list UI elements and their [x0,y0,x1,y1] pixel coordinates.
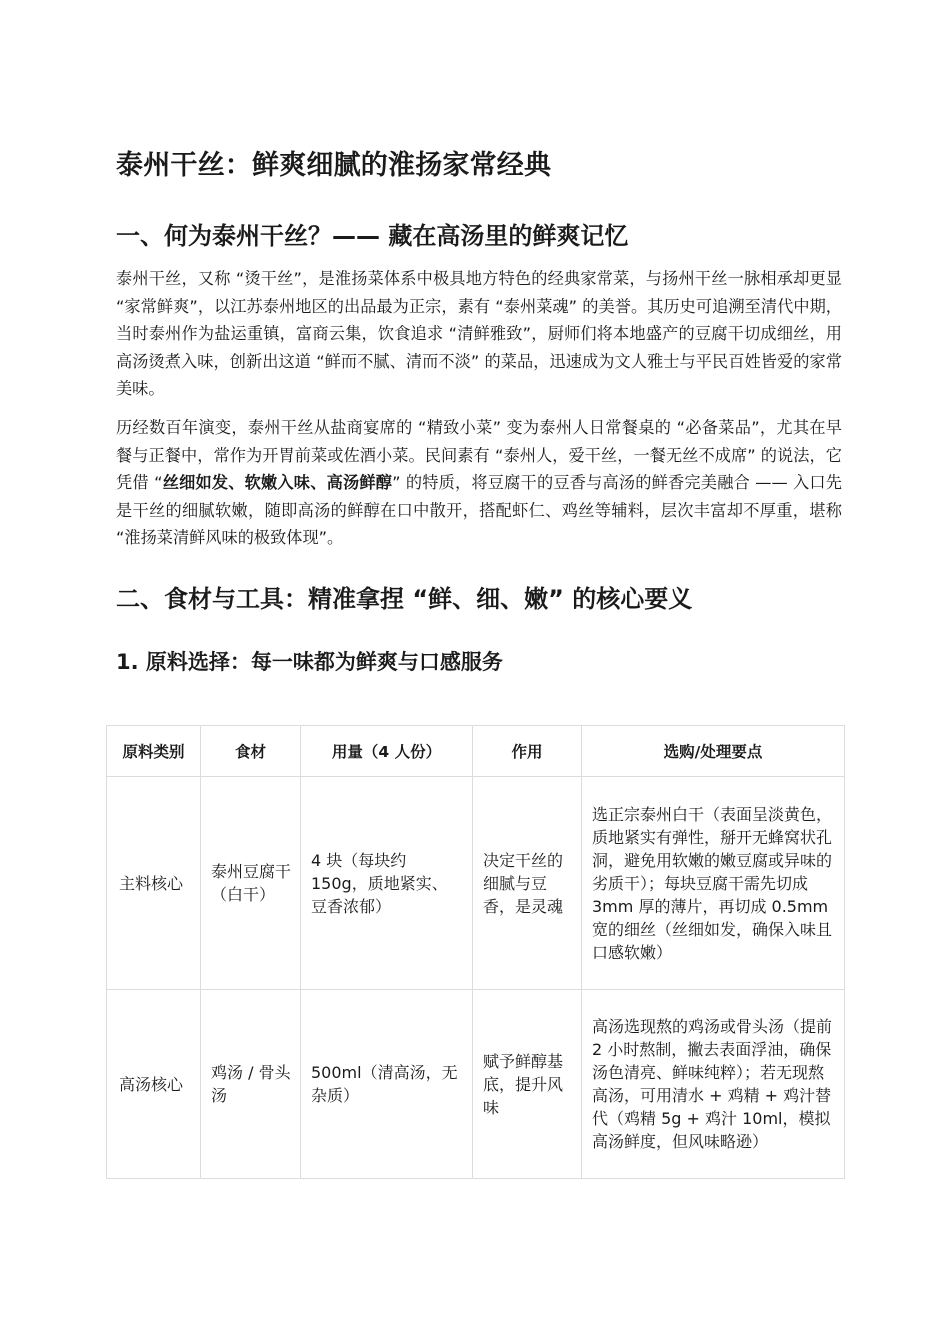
table-row [107,990,845,1179]
cell-role: 赋予鲜醇基底，提升风味 [473,990,582,1179]
cell-amount: 4 块（每块约 150g，质地紧实、豆香浓郁） [301,777,473,990]
subsection-heading-materials: 1. 原料选择：每一味都为鲜爽与口感服务 [116,650,503,674]
cell-ingredient: 鸡汤 / 骨头汤 [201,990,301,1179]
section-heading-ingredients: 二、食材与工具：精准拿捏 “鲜、细、嫩” 的核心要义 [116,585,693,613]
history-text-bold: 丝细如发、软嫩入味、高汤鲜醇 [162,473,393,493]
table-row [107,777,845,990]
section-heading-what-is: 一、何为泰州干丝？—— 藏在高汤里的鲜爽记忆 [116,222,629,250]
history-text-before: 历经数百年演变，泰州干丝从盐商宴席的 “精致小菜” 变为泰州人日常餐桌的 “必备菜品”，尤其在早餐与正餐中，常作为开胃前菜或佐酒小菜。民间素有 “泰州人，爱干丝，一餐无丝不成席” 的说法，它凭借 “ [116,418,842,493]
cell-role: 决定干丝的细腻与豆香，是灵魂 [473,777,582,990]
cell-category: 高汤核心 [107,990,201,1179]
table-header-row [107,726,845,777]
cell-tips: 高汤选现熬的鸡汤或骨头汤（提前 2 小时熬制，撇去表面浮油，确保汤色清亮、鲜味纯粹）；若无现熬高汤，可用清水 + 鸡精 + 鸡汁替代（鸡精 5g + 鸡汁 10ml，模拟高汤鲜度，但风味略逊） [582,990,845,1179]
cell-ingredient: 泰州豆腐干（白干） [201,777,301,990]
ingredients-table [106,725,845,1179]
page-title: 泰州干丝：鲜爽细腻的淮扬家常经典 [116,150,552,181]
cell-amount: 500ml（清高汤，无杂质） [301,990,473,1179]
header-role: 作用 [473,726,582,777]
cell-tips: 选正宗泰州白干（表面呈淡黄色，质地紧实有弹性，掰开无蜂窝状孔洞，避免用软嫩的嫩豆腐或异味的劣质干）；每块豆腐干需先切成 3mm 厚的薄片，再切成 0.5mm 宽的细丝（丝细如发，确保入味且口感软嫩） [582,777,845,990]
history-text-after: ” 的特质，将豆腐干的豆香与高汤的鲜香完美融合 —— 入口先是干丝的细腻软嫩，随即高汤的鲜醇在口中散开，搭配虾仁、鸡丝等辅料，层次丰富却不厚重，堪称 “淮扬菜清鲜风味的极致体现”。 [116,473,842,548]
header-tips: 选购/处理要点 [582,726,845,777]
history-paragraph [116,414,842,552]
intro-paragraph: 泰州干丝，又称 “烫干丝”，是淮扬菜体系中极具地方特色的经典家常菜，与扬州干丝一脉相承却更显 “家常鲜爽”，以江苏泰州地区的出品最为正宗，素有 “泰州菜魂” 的美誉。其历史可追溯至清代中期，当时泰州作为盐运重镇，富商云集，饮食追求 “清鲜雅致”，厨师们将本地盛产的豆腐干切成细丝，用高汤烫煮入味，创新出这道 “鲜而不腻、清而不淡” 的菜品，迅速成为文人雅士与平民百姓皆爱的家常美味。 [116,269,842,399]
header-category: 原料类别 [107,726,201,777]
header-ingredient: 食材 [201,726,301,777]
cell-category: 主料核心 [107,777,201,990]
header-amount: 用量（4 人份） [301,726,473,777]
